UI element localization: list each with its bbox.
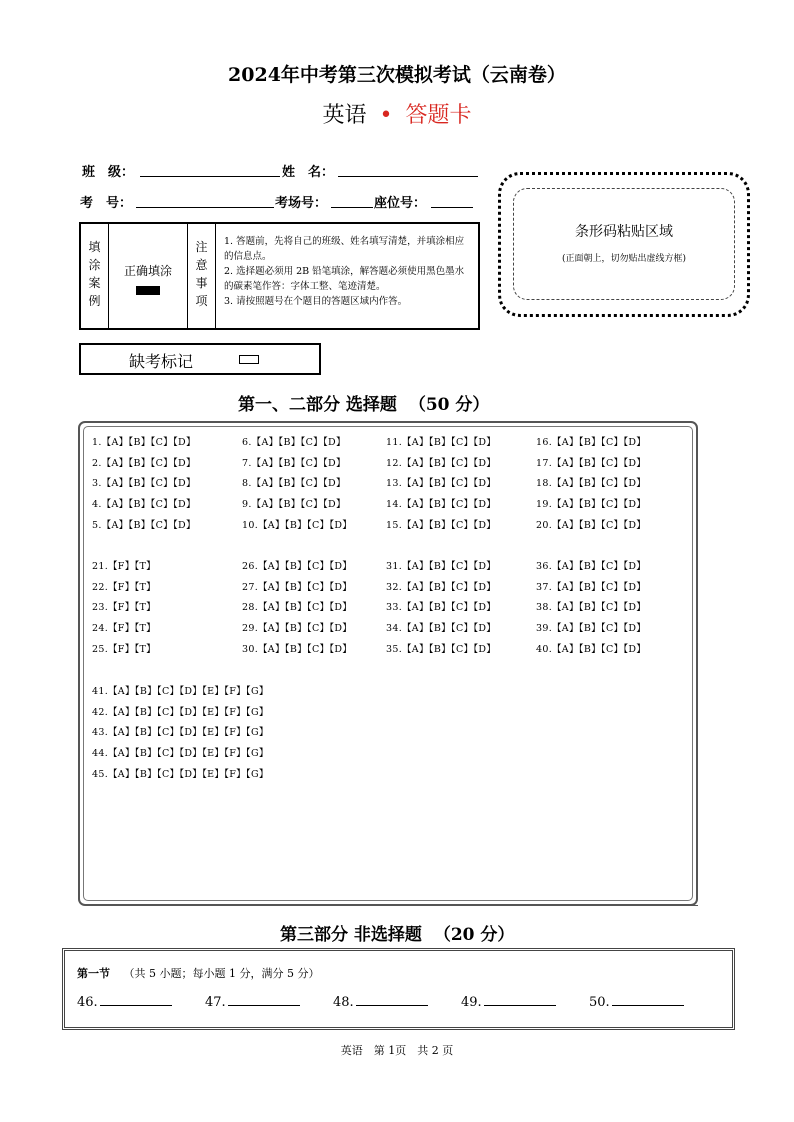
blank-50[interactable]: 50. xyxy=(589,995,684,1010)
notice-side-label: 注 意 事 项 xyxy=(188,224,216,328)
choice-question-row[interactable]: 15.【A】【B】【C】【D】 xyxy=(386,519,497,531)
choice-question-row[interactable]: 35.【A】【B】【C】【D】 xyxy=(386,643,497,655)
choice-question-row[interactable]: 12.【A】【B】【C】【D】 xyxy=(386,457,497,469)
section1-note: （共 5 小题；每小题 1 分，满分 5 分） xyxy=(123,967,320,980)
choice-question-row[interactable]: 5.【A】【B】【C】【D】 xyxy=(92,519,196,531)
answer-card-label: 答题卡 xyxy=(405,103,472,128)
barcode-title: 条形码粘贴区域 xyxy=(575,224,673,240)
choice-question-row[interactable]: 7.【A】【B】【C】【D】 xyxy=(242,457,346,469)
choice-question-row[interactable]: 20.【A】【B】【C】【D】 xyxy=(536,519,647,531)
barcode-area xyxy=(513,188,735,300)
choice-question-row[interactable]: 18.【A】【B】【C】【D】 xyxy=(536,478,647,490)
fill-example-side-label: 填 涂 案 例 xyxy=(81,224,109,328)
choice-question-row[interactable]: 32.【A】【B】【C】【D】 xyxy=(386,581,497,593)
choice-question-row[interactable]: 31.【A】【B】【C】【D】 xyxy=(386,561,497,572)
part3-answer-area xyxy=(62,948,735,1030)
choice-question-row[interactable]: 13.【A】【B】【C】【D】 xyxy=(386,478,497,490)
correct-fill-cell xyxy=(109,224,188,328)
choice-question-row[interactable]: 2.【A】【B】【C】【D】 xyxy=(92,457,196,469)
choice-question-row[interactable]: 45.【A】【B】【C】【D】【E】【F】【G】 xyxy=(92,768,269,780)
choice-question-row[interactable]: 29.【A】【B】【C】【D】 xyxy=(242,623,353,635)
choice-question-row[interactable]: 30.【A】【B】【C】【D】 xyxy=(242,643,353,655)
part12-heading: 第一、二部分 选择题 （50 分） xyxy=(238,395,490,415)
choice-question-row[interactable]: 22.【F】【T】 xyxy=(92,581,156,593)
choice-question-row[interactable]: 4.【A】【B】【C】【D】 xyxy=(92,499,196,511)
absent-mark-box xyxy=(79,343,321,375)
notice-list xyxy=(216,224,478,328)
section1-header xyxy=(77,965,319,981)
choice-question-row[interactable]: 43.【A】【B】【C】【D】【E】【F】【G】 xyxy=(92,727,269,739)
choice-question-row[interactable]: 38.【A】【B】【C】【D】 xyxy=(536,602,647,614)
barcode-note: (正面朝上，切勿贴出虚线方框) xyxy=(561,254,687,264)
choice-question-row[interactable]: 41.【A】【B】【C】【D】【E】【F】【G】 xyxy=(92,686,269,697)
choice-question-row[interactable]: 17.【A】【B】【C】【D】 xyxy=(536,457,647,469)
choice-question-row[interactable]: 26.【A】【B】【C】【D】 xyxy=(242,561,353,572)
choice-question-row[interactable]: 16.【A】【B】【C】【D】 xyxy=(536,437,647,448)
exam-no-label: 考 号： xyxy=(80,196,133,211)
choice-question-row[interactable]: 37.【A】【B】【C】【D】 xyxy=(536,581,647,593)
choice-question-row[interactable]: 24.【F】【T】 xyxy=(92,623,156,635)
blank-48[interactable]: 48. xyxy=(333,995,428,1010)
choice-question-row[interactable]: 34.【A】【B】【C】【D】 xyxy=(386,623,497,635)
choice-question-row[interactable]: 10.【A】【B】【C】【D】 xyxy=(242,519,353,531)
filled-mark-example xyxy=(136,286,160,295)
choice-question-row[interactable]: 27.【A】【B】【C】【D】 xyxy=(242,581,353,593)
choice-question-row[interactable]: 19.【A】【B】【C】【D】 xyxy=(536,499,647,511)
choice-question-row[interactable]: 23.【F】【T】 xyxy=(92,602,156,614)
choice-question-row[interactable]: 44.【A】【B】【C】【D】【E】【F】【G】 xyxy=(92,748,269,760)
choice-question-row[interactable]: 1.【A】【B】【C】【D】 xyxy=(92,437,196,448)
class-label: 班 级： xyxy=(82,165,135,180)
page-title: 2024年中考第三次模拟考试（云南卷） xyxy=(228,64,566,86)
choice-question-row[interactable]: 9.【A】【B】【C】【D】 xyxy=(242,499,346,511)
seat-label: 座位号： xyxy=(374,196,427,211)
exam-no-field[interactable] xyxy=(136,193,274,208)
choice-question-row[interactable]: 25.【F】【T】 xyxy=(92,643,156,655)
seat-field[interactable] xyxy=(431,193,473,208)
blank-47[interactable]: 47. xyxy=(205,995,300,1010)
choice-question-row[interactable]: 3.【A】【B】【C】【D】 xyxy=(92,478,196,490)
blank-46[interactable]: 46. xyxy=(77,995,172,1010)
absent-checkbox[interactable] xyxy=(239,355,259,364)
title-dot: • xyxy=(379,103,393,128)
subject-title xyxy=(0,98,794,129)
choice-question-row[interactable]: 42.【A】【B】【C】【D】【E】【F】【G】 xyxy=(92,706,269,718)
choice-question-row[interactable]: 28.【A】【B】【C】【D】 xyxy=(242,602,353,614)
choice-question-row[interactable]: 14.【A】【B】【C】【D】 xyxy=(386,499,497,511)
room-label: 考场号： xyxy=(275,196,328,211)
choice-question-row[interactable]: 39.【A】【B】【C】【D】 xyxy=(536,623,647,635)
choice-area-bottom-line xyxy=(574,905,698,906)
choice-question-row[interactable]: 33.【A】【B】【C】【D】 xyxy=(386,602,497,614)
notice-item: 1. 答题前，先将自己的班级、姓名填写清楚，并填涂相应的信息点。 xyxy=(224,236,465,262)
absent-label: 缺考标记 xyxy=(129,352,194,371)
choice-question-row[interactable]: 36.【A】【B】【C】【D】 xyxy=(536,561,647,572)
subject-name: 英语 xyxy=(322,103,367,128)
room-field[interactable] xyxy=(331,193,373,208)
choice-question-row[interactable]: 11.【A】【B】【C】【D】 xyxy=(386,437,497,448)
correct-fill-label: 正确填涂 xyxy=(123,264,172,278)
name-label: 姓 名： xyxy=(282,165,335,180)
choice-question-row[interactable]: 8.【A】【B】【C】【D】 xyxy=(242,478,346,490)
notice-item: 2. 选择题必须用 2B 铅笔填涂，解答题必须使用黑色墨水的碳素笔作答：字体工整、笔迹清楚。 xyxy=(224,266,465,292)
name-field[interactable] xyxy=(338,162,478,177)
part3-heading: 第三部分 非选择题 （20 分） xyxy=(280,925,515,945)
notice-item: 3. 请按照题号在个题目的答题区域内作答。 xyxy=(224,296,408,307)
class-field[interactable] xyxy=(140,162,280,177)
section1-label: 第一节 xyxy=(77,967,110,980)
page-footer: 英语 第 1页 共 2 页 xyxy=(340,1044,454,1057)
choice-question-row[interactable]: 21.【F】【T】 xyxy=(92,561,156,572)
choice-question-row[interactable]: 40.【A】【B】【C】【D】 xyxy=(536,643,647,655)
choice-question-row[interactable]: 6.【A】【B】【C】【D】 xyxy=(242,437,346,448)
blank-49[interactable]: 49. xyxy=(461,995,556,1010)
fill-example-table xyxy=(79,222,480,330)
